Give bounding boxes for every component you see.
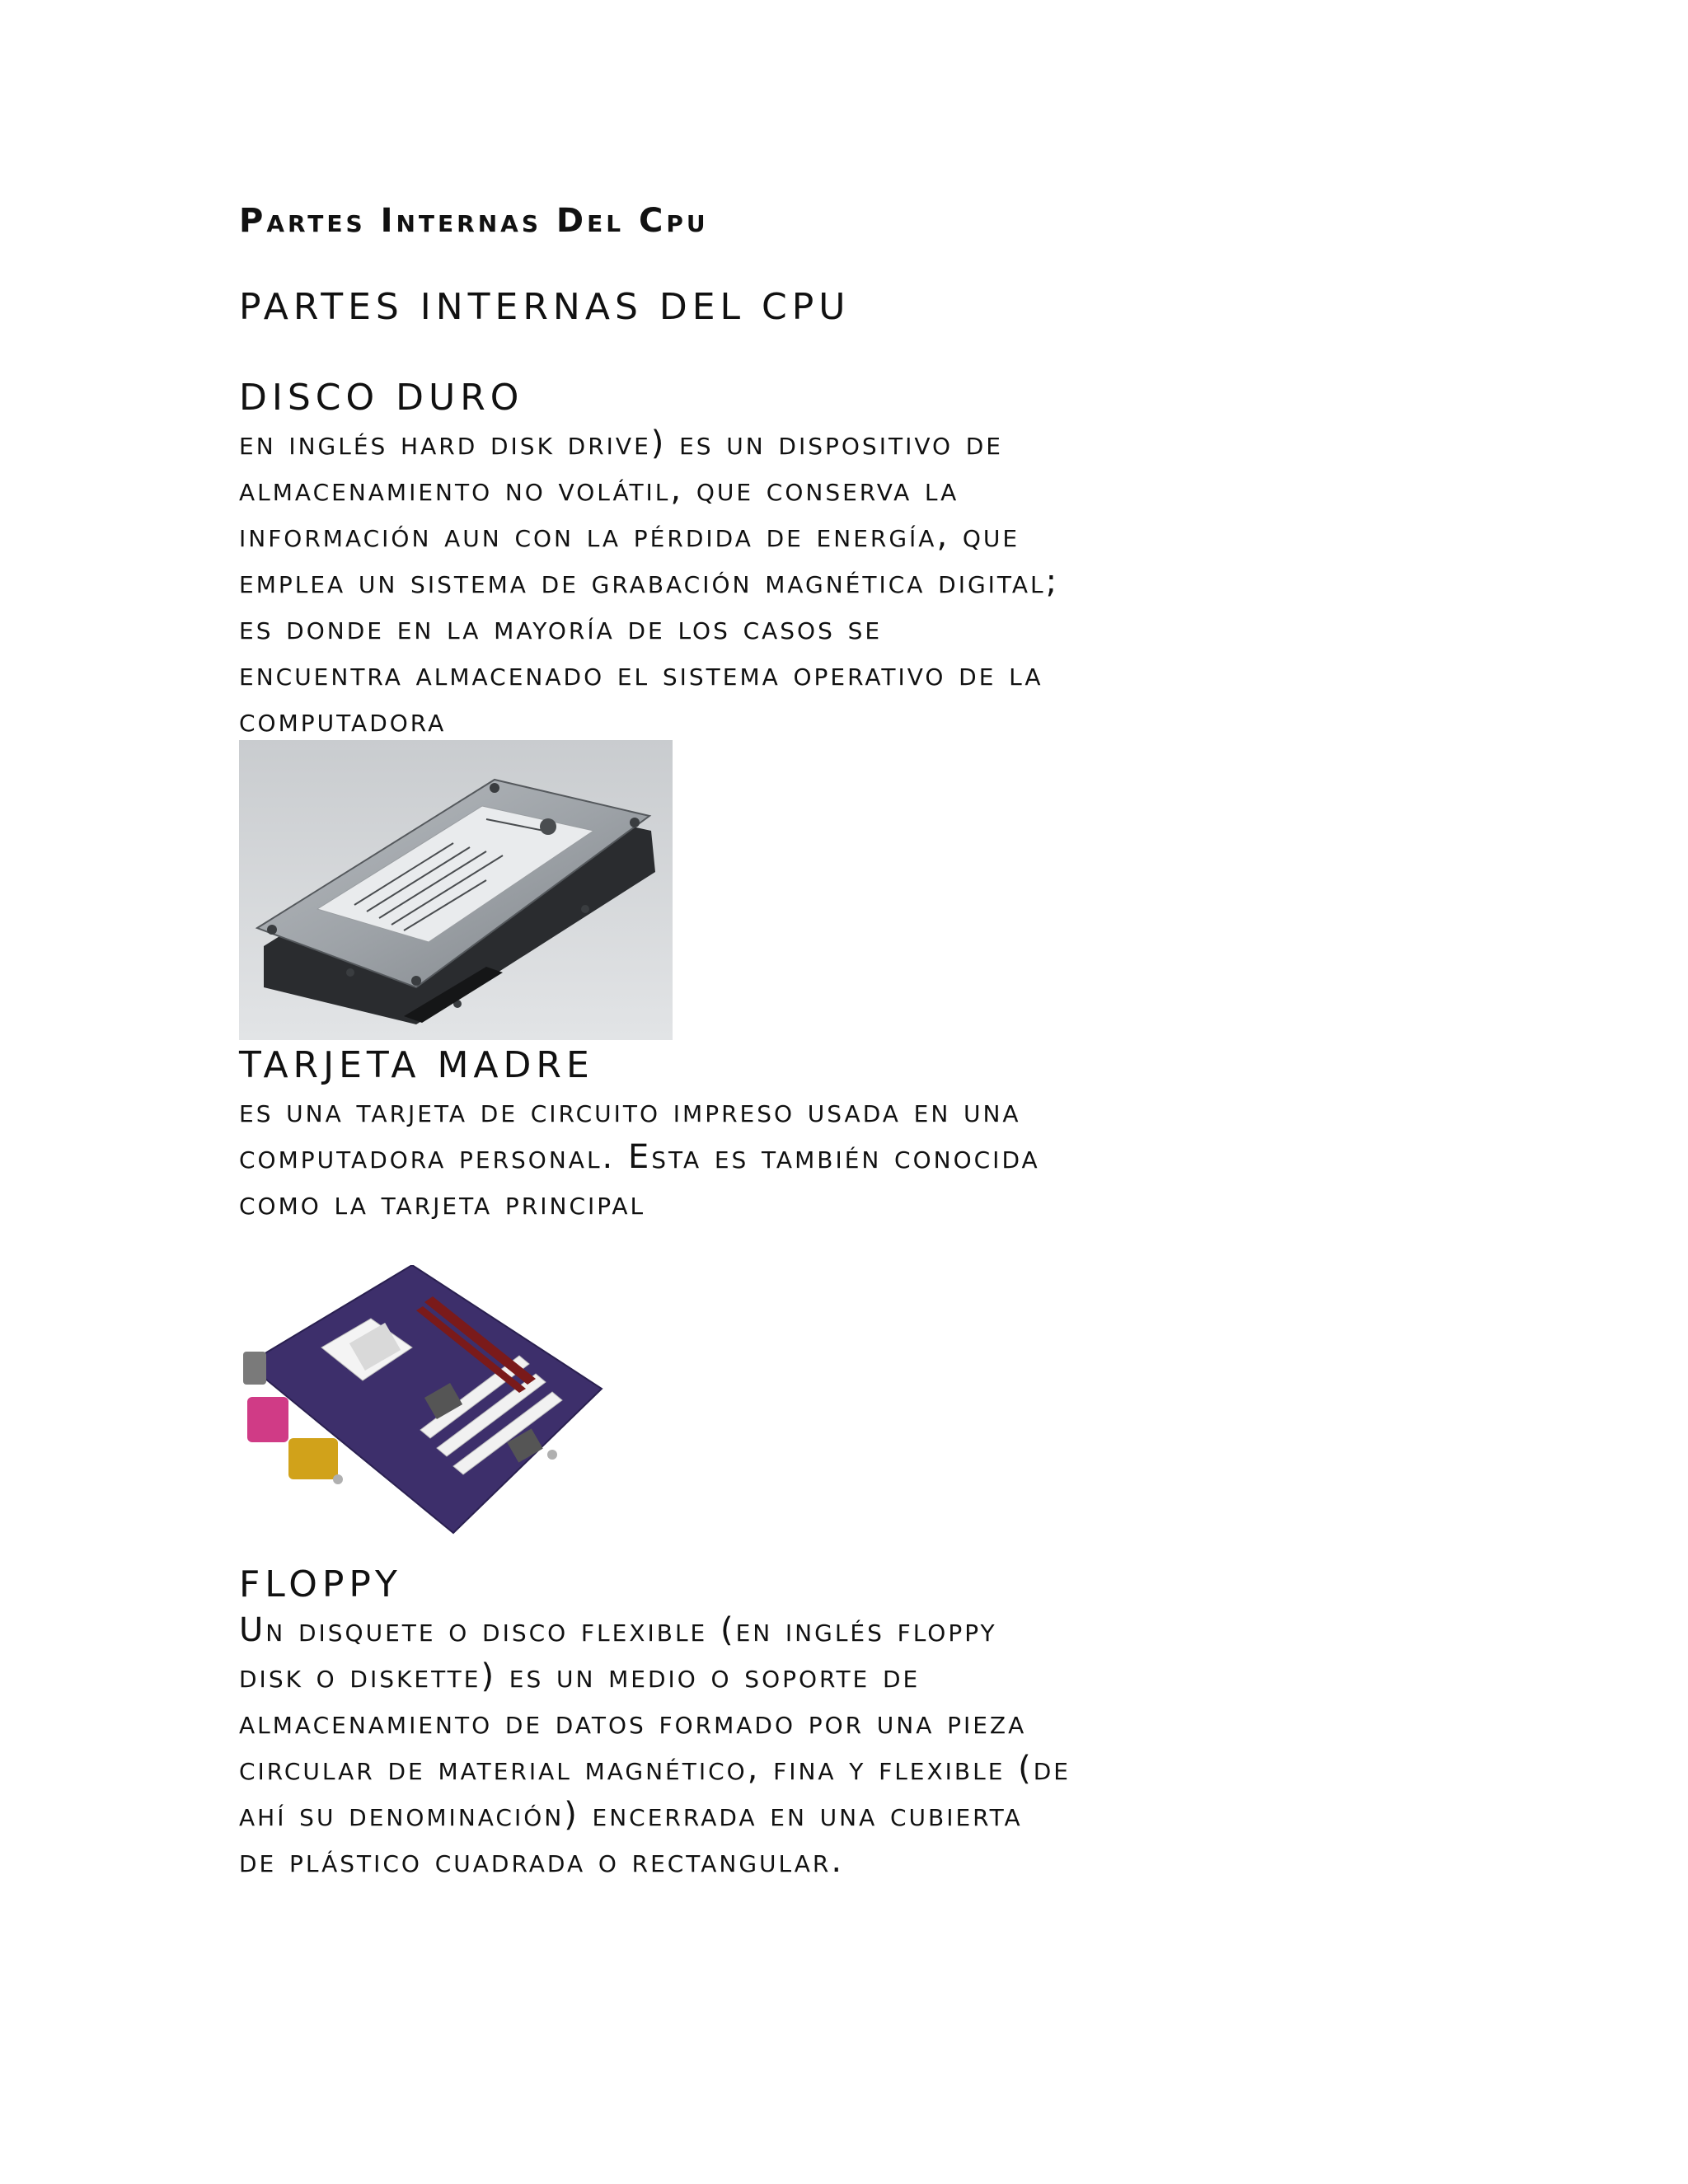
text-line: emplea un sistema de grabación magnética digital; — [239, 563, 1060, 601]
document-subtitle: PARTES INTERNAS DEL CPU — [239, 286, 851, 328]
text-line: información aun con la pérdida de energía, que — [239, 517, 1020, 555]
section-text-disco-duro — [239, 420, 1459, 743]
text-line: como la tarjeta principal — [239, 1184, 646, 1222]
text-line: disk o diskette) es un medio o soporte de — [239, 1657, 921, 1695]
document-title: Partes Internas Del Cpu — [239, 202, 709, 240]
text-line: almacenamiento no volátil, que conserva la — [239, 471, 959, 509]
section-heading-floppy: FLOPPY — [239, 1563, 402, 1605]
section-text-tarjeta-madre — [239, 1088, 1459, 1226]
motherboard-photo — [239, 1265, 610, 1562]
text-line: ahí su denominación) encerrada en una cubierta — [239, 1796, 1023, 1834]
section-text-floppy — [239, 1607, 1459, 1884]
text-line: computadora personal. Esta es también conocida — [239, 1138, 1040, 1176]
text-line: es una tarjeta de circuito impreso usada en una — [239, 1092, 1021, 1130]
text-line: almacenamiento de datos formado por una pieza — [239, 1704, 1027, 1741]
text-line: de plástico cuadrada o rectangular. — [239, 1842, 845, 1880]
text-line: encuentra almacenado el sistema operativo de la — [239, 655, 1043, 693]
text-line: en inglés hard disk drive) es un dispositivo de — [239, 424, 1003, 462]
text-line: Un disquete o disco flexible (en inglés floppy — [239, 1611, 997, 1649]
text-line: es donde en la mayoría de los casos se — [239, 609, 883, 647]
hard-disk-drive-photo — [239, 740, 673, 1040]
text-line: circular de material magnético, fina y flexible (de — [239, 1750, 1071, 1788]
section-heading-tarjeta-madre: TARJETA MADRE — [239, 1044, 594, 1086]
text-line: computadora — [239, 701, 447, 739]
section-heading-disco-duro: DISCO DURO — [239, 377, 524, 419]
